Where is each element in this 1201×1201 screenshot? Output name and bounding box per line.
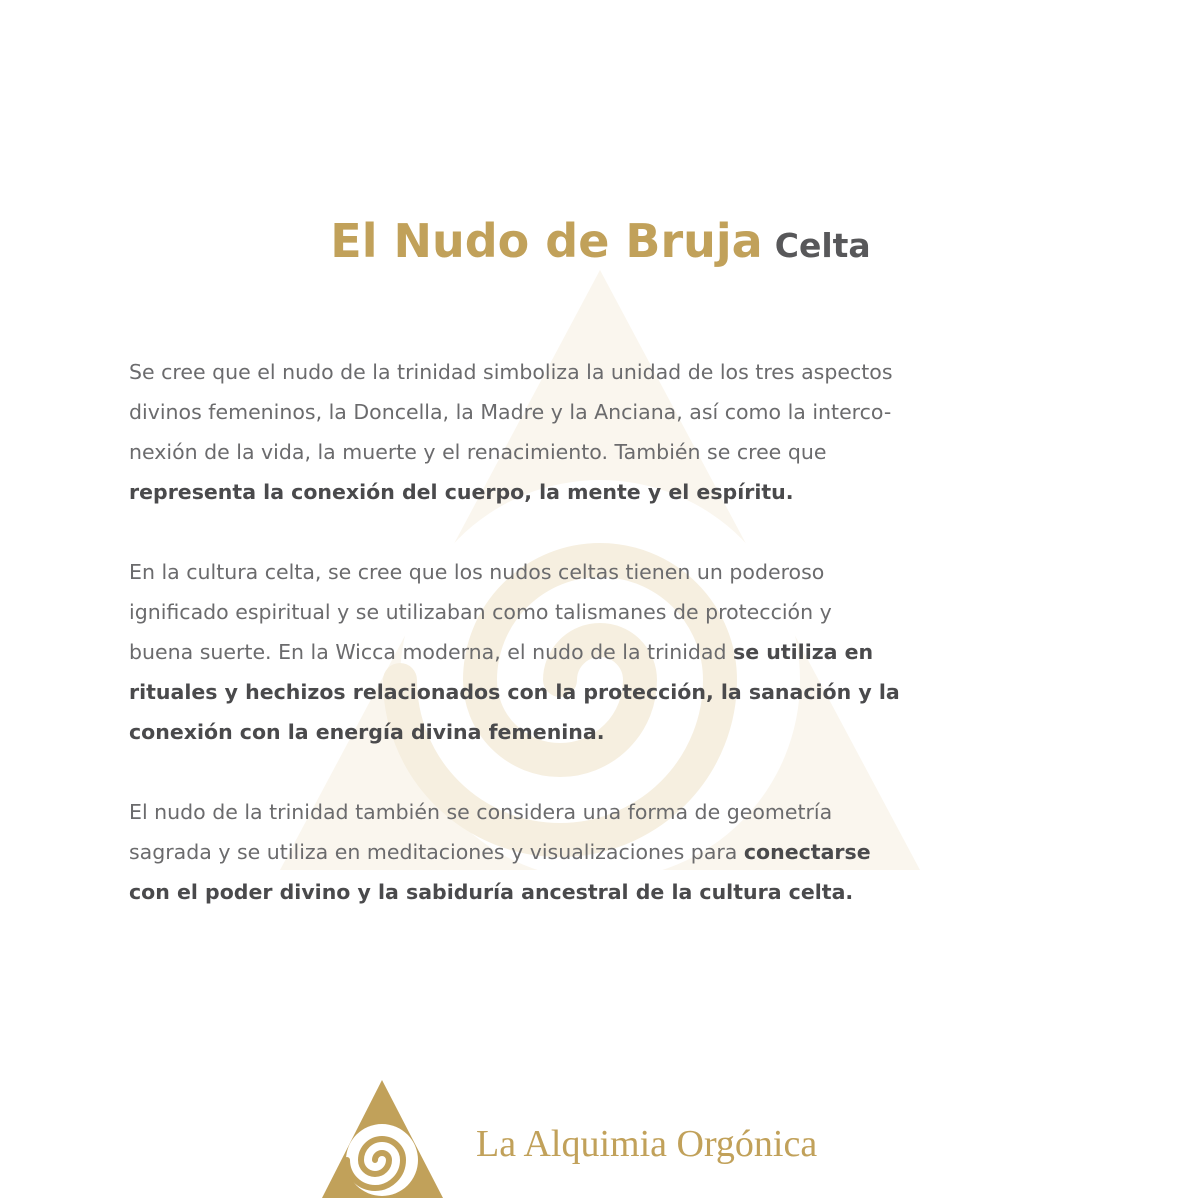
regular-text: buena suerte. En la Wicca moderna, el nudo de la trinidad	[129, 640, 733, 664]
bold-text: conexión con la energía divina femenina.	[129, 720, 605, 744]
paragraph-line-bold	[129, 672, 1074, 712]
paragraph-line: divinos femeninos, la Doncella, la Madre y la Anciana, así como la interco-	[129, 400, 892, 424]
title-sub: Celta	[774, 226, 871, 265]
triangle-spiral-logo-icon	[320, 1078, 445, 1200]
paragraph-line: Se cree que el nudo de la trinidad simboliza la unidad de los tres aspectos	[129, 360, 893, 384]
title-main: El Nudo de Bruja	[330, 214, 763, 268]
paragraph-line-bold	[129, 712, 1074, 752]
brand-name: La Alquimia Orgónica	[476, 1123, 818, 1165]
paragraph-line-mixed	[129, 632, 1074, 672]
bold-text: representa la conexión del cuerpo, la mente y el espíritu.	[129, 480, 794, 504]
page-title	[0, 214, 1201, 268]
paragraph-2	[129, 552, 1074, 752]
paragraph-1	[129, 352, 1074, 512]
bold-text: con el poder divino y la sabiduría ancestral de la cultura celta.	[129, 880, 854, 904]
bold-text: conectarse	[743, 840, 871, 864]
paragraph-line: ignificado espiritual y se utilizaban como talismanes de protección y	[129, 600, 832, 624]
paragraph-line: En la cultura celta, se cree que los nudos celtas tienen un poderoso	[129, 560, 825, 584]
paragraph-3	[129, 792, 1074, 912]
bold-text: rituales y hechizos relacionados con la protección, la sanación y la	[129, 680, 900, 704]
regular-text: sagrada y se utiliza en meditaciones y visualizaciones para	[129, 840, 744, 864]
paragraph-line-mixed	[129, 832, 1074, 872]
paragraph-line: El nudo de la trinidad también se considera una forma de geometría	[129, 800, 833, 824]
paragraph-line: nexión de la vida, la muerte y el renacimiento. También se cree que	[129, 440, 827, 464]
paragraph-line-bold	[129, 472, 1074, 512]
paragraph-line-bold	[129, 872, 1074, 912]
bold-text: se utiliza en	[733, 640, 874, 664]
